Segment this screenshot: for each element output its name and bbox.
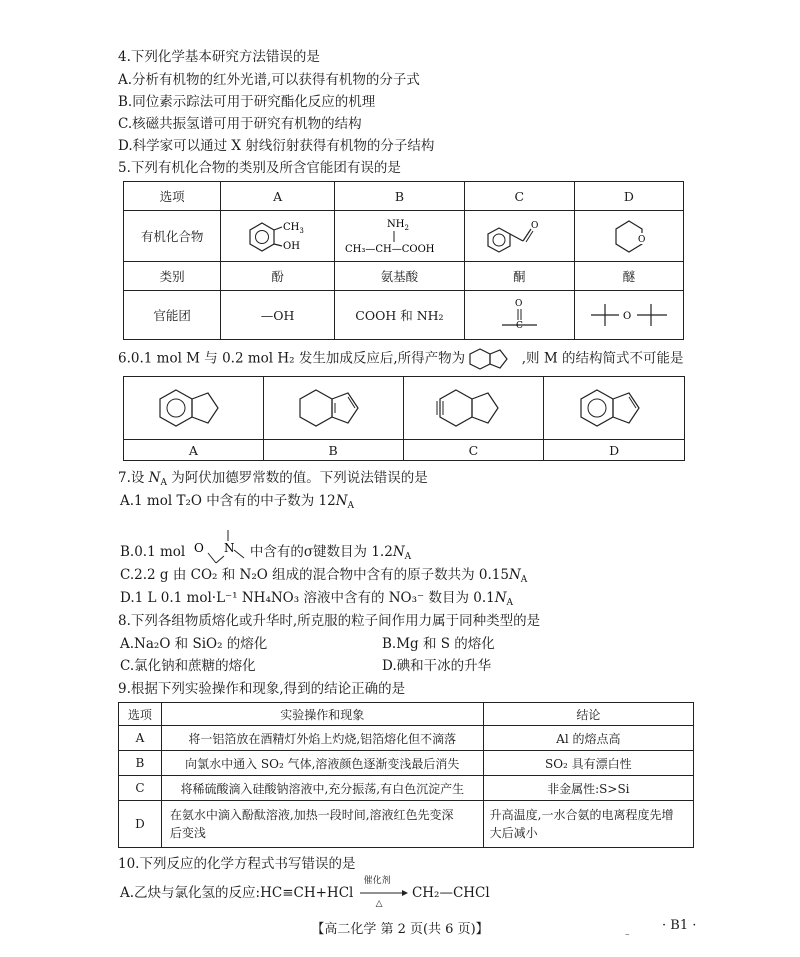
q6-label-d: D bbox=[544, 440, 685, 461]
tetrahydroindene-structure bbox=[288, 380, 378, 436]
q5-compound-c bbox=[464, 211, 574, 262]
q9-row-b-operation: 向氯水中通入 SO₂ 气体,溶液颜色逐渐变浅最后消失 bbox=[161, 751, 483, 776]
q6-structures-row bbox=[124, 377, 685, 440]
q5-header-row bbox=[124, 182, 684, 211]
q5-class-b: 氨基酸 bbox=[335, 262, 465, 291]
q6-structure-a bbox=[124, 377, 264, 440]
q9-row-a-option: A bbox=[119, 726, 162, 751]
q5-group-b: COOH 和 NH₂ bbox=[335, 291, 465, 340]
q9-table bbox=[118, 702, 694, 848]
q9-header-row bbox=[119, 703, 694, 726]
q5-group-c bbox=[464, 291, 574, 340]
q5-header-b: B bbox=[335, 182, 465, 211]
q9-row-a-operation: 将一铝箔放在酒精灯外焰上灼烧,铝箔熔化但不滴落 bbox=[161, 726, 483, 751]
indene-structure bbox=[569, 380, 659, 436]
q9-row-c-option: C bbox=[119, 776, 162, 801]
benzyl-alcohol-structure bbox=[238, 215, 318, 257]
ketone-group-structure bbox=[494, 295, 544, 335]
q9-row-d-option: D bbox=[119, 801, 162, 848]
q5-header-d: D bbox=[574, 182, 683, 211]
ketone-o-text: O bbox=[515, 299, 523, 309]
q5-header-a: A bbox=[221, 182, 335, 211]
q5-stem: 5.下列有机化合物的类别及所含官能团有误的是 bbox=[118, 160, 401, 176]
q10-option-a-text: A.乙炔与氯化氢的反应:HC≡CH+HCl bbox=[120, 885, 354, 901]
heat-label: △ bbox=[375, 899, 383, 909]
q7-option-b-pre: B.0.1 mol bbox=[120, 544, 186, 560]
dmf-o-text: O bbox=[193, 541, 204, 555]
q4-option-c: C.核磁共振氢谱可用于研究有机物的结构 bbox=[118, 116, 362, 132]
alanine-chain-text: CH₃—CH—COOH bbox=[345, 244, 435, 255]
q9-row-c-conclusion: 非金属性:S>Si bbox=[483, 776, 693, 801]
q5-header-c: C bbox=[464, 182, 574, 211]
q9-stem: 9.根据下列实验操作和现象,得到的结论正确的是 bbox=[118, 681, 406, 697]
q10-option-a bbox=[120, 876, 490, 909]
q8-option-a: A.Na₂O 和 SiO₂ 的熔化 bbox=[120, 636, 268, 652]
indane-structure bbox=[148, 380, 238, 436]
q9-row-d-conclusion-line2: 大后减小 bbox=[489, 826, 538, 840]
q7-na-symbol: N bbox=[148, 470, 161, 486]
q5-class-d: 醚 bbox=[574, 262, 683, 291]
page-footer: 【高二化学 第 2 页(共 6 页)】 bbox=[311, 922, 489, 937]
oh-text: OH bbox=[282, 241, 300, 252]
q5-compound-a bbox=[221, 211, 335, 262]
ether-link-o-text: O bbox=[622, 311, 632, 322]
q9-row-d-operation-line2: 后变浅 bbox=[169, 826, 206, 840]
q5-class-a: 酚 bbox=[221, 262, 335, 291]
q6-stem-before: 6.0.1 mol M 与 0.2 mol H₂ 发生加成反应后,所得产物为 bbox=[118, 350, 466, 367]
arrow-icon bbox=[358, 884, 408, 902]
q9-row-c bbox=[119, 776, 694, 801]
q9-row-a bbox=[119, 726, 694, 751]
q7-option-d-text: D.1 L 0.1 mol·L⁻¹ NH₄NO₃ 溶液中含有的 NO₃⁻ 数目为 0.1 bbox=[120, 590, 495, 606]
reaction-arrow bbox=[358, 876, 408, 909]
q5-group-d bbox=[574, 291, 683, 340]
ether-group-structure bbox=[587, 295, 671, 335]
q9-row-d bbox=[119, 801, 694, 848]
q5-compound-label: 有机化合物 bbox=[124, 211, 221, 262]
q9-row-b bbox=[119, 751, 694, 776]
q9-header-operation: 实验操作和现象 bbox=[161, 703, 483, 726]
q6-structure-d bbox=[544, 377, 685, 440]
q5-group-label: 官能团 bbox=[124, 291, 221, 340]
q5-compound-b bbox=[335, 211, 465, 262]
q7-option-d: D.1 L 0.1 mol·L⁻¹ NH₄NO₃ 溶液中含有的 NO₃⁻ 数目为 $0.1N_A$ bbox=[120, 590, 514, 608]
q4-option-d: D.科学家可以通过 X 射线衍射获得有机物的分子结构 bbox=[118, 138, 435, 154]
q6-structure-c bbox=[403, 377, 544, 440]
q5-group-a: —OH bbox=[221, 291, 335, 340]
q9-row-d-conclusion-line1: 升高温度,一水合氨的电离程度先增 bbox=[489, 808, 674, 822]
q7-option-a: A.1 mol T₂O 中含有的中子数为 $12N_A$ bbox=[120, 493, 355, 511]
q8-option-d: D.碘和干冰的升华 bbox=[382, 658, 492, 674]
q9-header-conclusion: 结论 bbox=[483, 703, 693, 726]
q6-structure-b bbox=[263, 377, 403, 440]
tetrahydrofuran-structure bbox=[599, 215, 659, 257]
q5-header-option: 选项 bbox=[124, 182, 221, 211]
q4-option-a: A.分析有机物的红外光谱,可以获得有机物的分子式 bbox=[118, 72, 420, 88]
version-mark: · B1 · bbox=[662, 918, 697, 933]
ch3-text: $CH_3$ bbox=[282, 222, 304, 235]
q7-option-a-text: A.1 mol T₂O 中含有的中子数为 12 bbox=[120, 493, 336, 509]
q10-product-text: CH₂—CHCl bbox=[411, 885, 490, 901]
q10-stem: 10.下列反应的化学方程式书写错误的是 bbox=[118, 856, 356, 872]
q7-stem bbox=[118, 469, 428, 492]
q6-stem-after: ,则 M 的结构简式不可能是 bbox=[521, 350, 684, 367]
q7-stem-end: 为阿伏加德罗常数的值。下列说法错误的是 bbox=[166, 470, 428, 486]
catalyst-label: 催化剂 bbox=[363, 876, 391, 886]
q6-label-b: B bbox=[263, 440, 403, 461]
q5-class-row bbox=[124, 262, 684, 291]
q5-class-c: 酮 bbox=[464, 262, 574, 291]
q9-row-d-operation bbox=[161, 801, 483, 848]
q5-group-row bbox=[124, 291, 684, 340]
q7-option-b-post: 中含有的σ键数目为 1.2 bbox=[249, 544, 393, 560]
q5-compound-row bbox=[124, 211, 684, 262]
q5-compound-d bbox=[574, 211, 683, 262]
q9-row-a-conclusion: Al 的熔点高 bbox=[483, 726, 693, 751]
q7-option-b: B.0.1 mol O N 中含有的σ键数目为 $1.2N_A$ bbox=[120, 530, 411, 570]
hydrindane-product-structure bbox=[469, 347, 517, 371]
q6-table bbox=[123, 376, 685, 461]
benzaldehyde-structure bbox=[479, 215, 559, 257]
q9-header-option: 选项 bbox=[119, 703, 162, 726]
alanine-structure bbox=[339, 215, 459, 257]
q9-row-c-operation: 将稀硫酸滴入硅酸钠溶液中,充分振荡,有白色沉淀产生 bbox=[161, 776, 483, 801]
ether-o-text: O bbox=[637, 235, 646, 245]
dmf-like-structure bbox=[190, 530, 246, 570]
q9-row-b-option: B bbox=[119, 751, 162, 776]
q4-stem: 4.下列化学基本研究方法错误的是 bbox=[118, 49, 320, 65]
q4-option-b: B.同位素示踪法可用于研究酯化反应的机理 bbox=[118, 94, 376, 110]
footer-dash: – bbox=[625, 930, 630, 940]
q6-label-c: C bbox=[403, 440, 544, 461]
svg-text:C: C bbox=[516, 321, 524, 331]
aldehyde-o-text: O bbox=[531, 221, 539, 231]
q6-stem bbox=[118, 347, 683, 371]
q6-labels-row bbox=[124, 440, 685, 461]
dmf-n-text: N bbox=[223, 541, 235, 555]
q9-row-d-conclusion bbox=[483, 801, 693, 848]
q9-row-b-conclusion: SO₂ 具有漂白性 bbox=[483, 751, 693, 776]
q5-class-label: 类别 bbox=[124, 262, 221, 291]
q5-table bbox=[123, 181, 684, 340]
q7-option-c-text: C.2.2 g 由 CO₂ 和 N₂O 组成的混合物中含有的原子数共为 0.15 bbox=[120, 567, 509, 583]
q8-option-c: C.氯化钠和蔗糖的熔化 bbox=[120, 658, 256, 674]
q8-option-b: B.Mg 和 S 的熔化 bbox=[382, 636, 495, 652]
q8-stem: 8.下列各组物质熔化或升华时,所克服的粒子间作用力属于同种类型的是 bbox=[118, 613, 541, 629]
q9-row-d-operation-line1: 在氨水中滴入酚酞溶液,加热一段时间,溶液红色先变深 bbox=[169, 808, 454, 822]
q6-label-a: A bbox=[124, 440, 264, 461]
q7-stem-start: 7.设 bbox=[118, 470, 149, 486]
q7-na-sub: A bbox=[160, 478, 167, 488]
q7-option-c: C.2.2 g 由 CO₂ 和 N₂O 组成的混合物中含有的原子数共为 $0.15N_A$ bbox=[120, 567, 528, 585]
nh2-text: $NH_2$ bbox=[387, 219, 410, 232]
hexahydroindene-alkyne-structure bbox=[428, 380, 518, 436]
